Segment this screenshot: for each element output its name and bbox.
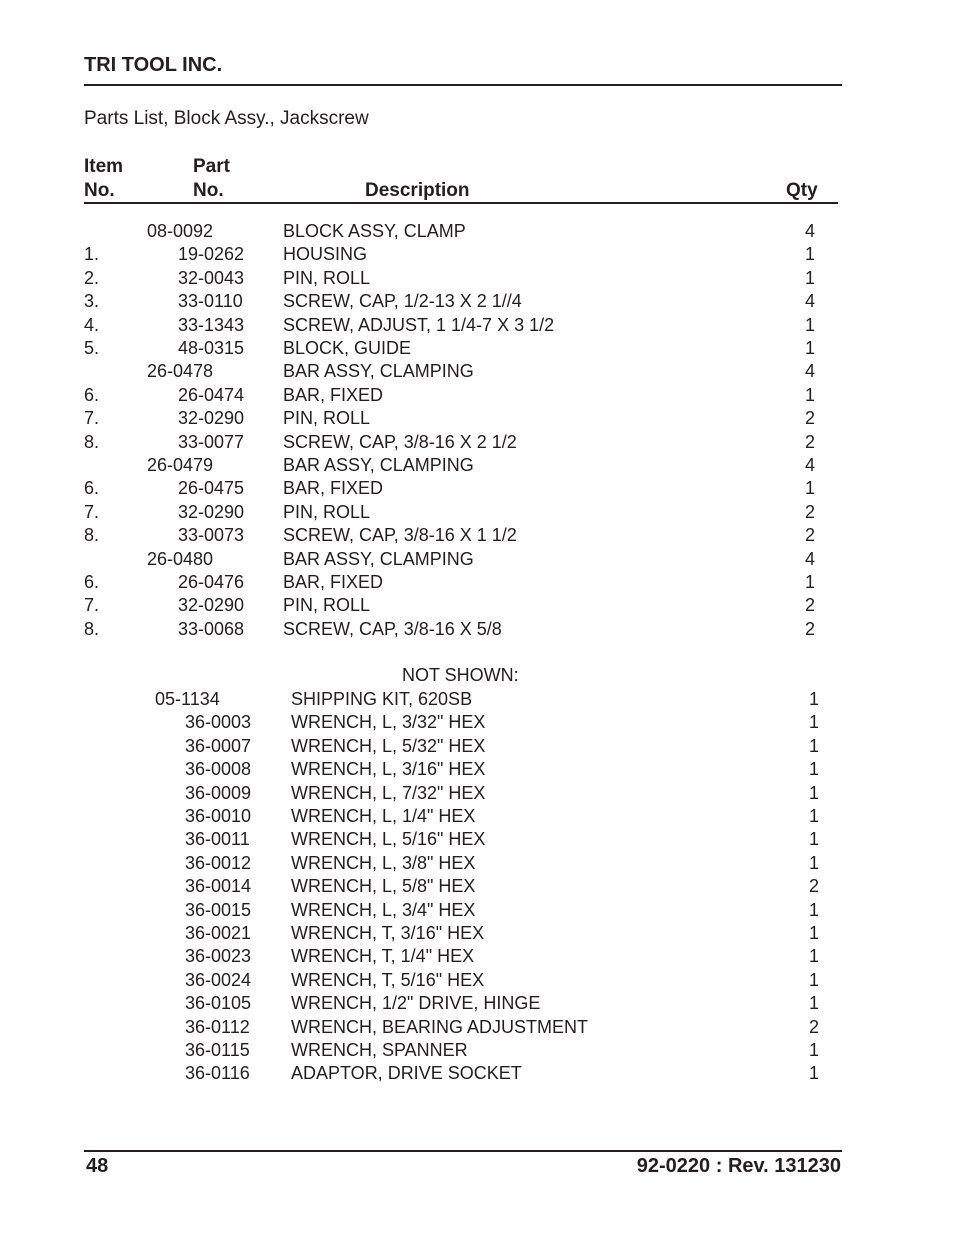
part-description: BLOCK, GUIDE bbox=[283, 338, 412, 358]
part-number: 19-0262 bbox=[178, 244, 245, 265]
part-description: PIN, ROLL bbox=[283, 408, 371, 429]
part-number: 26-0476 bbox=[178, 572, 245, 592]
part-description: WRENCH, L, 3/32" HEX bbox=[291, 712, 486, 733]
parts-row bbox=[0, 407, 954, 430]
column-header-item-line1: Item bbox=[84, 156, 124, 177]
part-qty: 1 bbox=[808, 806, 819, 826]
part-description: WRENCH, T, 5/16" HEX bbox=[291, 969, 485, 990]
part-number: 33-0110 bbox=[178, 291, 243, 312]
part-number: 36-0023 bbox=[185, 946, 252, 967]
item-number: 3. bbox=[84, 291, 100, 312]
part-number: 36-0003 bbox=[185, 712, 252, 733]
column-header-part-line2: No. bbox=[193, 180, 224, 201]
part-number: 36-0011 bbox=[185, 829, 250, 850]
part-number: 32-0290 bbox=[178, 408, 245, 429]
part-qty: 1 bbox=[804, 478, 815, 499]
part-qty: 1 bbox=[804, 338, 815, 358]
part-qty: 1 bbox=[804, 572, 815, 592]
not-shown-row bbox=[0, 992, 954, 1015]
part-number: 36-0116 bbox=[185, 1063, 250, 1084]
part-description: WRENCH, L, 1/4" HEX bbox=[291, 806, 476, 826]
company-name: TRI TOOL INC. bbox=[84, 54, 223, 76]
parts-row bbox=[0, 337, 954, 360]
not-shown-row bbox=[0, 735, 954, 758]
part-qty: 1 bbox=[804, 384, 815, 405]
part-description: WRENCH, L, 3/16" HEX bbox=[291, 759, 486, 780]
not-shown-row bbox=[0, 945, 954, 968]
part-description: WRENCH, L, 3/8" HEX bbox=[291, 852, 476, 873]
part-description: SCREW, CAP, 3/8-16 X 2 1/2 bbox=[283, 431, 517, 452]
part-number: 26-0480 bbox=[147, 548, 214, 569]
part-description: SCREW, CAP, 3/8-16 X 1 1/2 bbox=[283, 525, 517, 546]
item-number: 4. bbox=[84, 314, 100, 335]
part-description: PIN, ROLL bbox=[283, 595, 371, 616]
parts-row bbox=[0, 360, 954, 383]
part-number: 26-0475 bbox=[178, 478, 245, 499]
part-qty: 1 bbox=[804, 244, 815, 265]
item-number: 8. bbox=[84, 618, 100, 639]
item-number: 5. bbox=[84, 338, 100, 358]
part-qty: 2 bbox=[804, 408, 815, 429]
part-number: 33-1343 bbox=[178, 314, 245, 335]
parts-row bbox=[0, 501, 954, 524]
item-number: 2. bbox=[84, 267, 100, 288]
item-number: 6. bbox=[84, 478, 100, 499]
part-description: PIN, ROLL bbox=[283, 501, 371, 522]
part-description: BAR ASSY, CLAMPING bbox=[283, 455, 474, 475]
parts-row bbox=[0, 454, 954, 477]
part-number: 36-0014 bbox=[185, 876, 252, 897]
part-number: 36-0015 bbox=[185, 899, 252, 920]
part-qty: 2 bbox=[804, 618, 815, 639]
not-shown-row bbox=[0, 828, 954, 851]
part-qty: 1 bbox=[808, 829, 819, 850]
not-shown-row bbox=[0, 1062, 954, 1085]
not-shown-row bbox=[0, 922, 954, 945]
page-number: 48 bbox=[86, 1155, 109, 1177]
parts-row bbox=[0, 384, 954, 407]
item-number: 6. bbox=[84, 572, 100, 592]
part-qty: 2 bbox=[804, 595, 815, 616]
part-qty: 1 bbox=[808, 759, 819, 780]
part-description: SCREW, CAP, 1/2-13 X 2 1//4 bbox=[283, 291, 522, 312]
part-description: BAR, FIXED bbox=[283, 478, 384, 499]
parts-row bbox=[0, 314, 954, 337]
not-shown-row bbox=[0, 899, 954, 922]
parts-row bbox=[0, 571, 954, 594]
parts-row bbox=[0, 267, 954, 290]
not-shown-row bbox=[0, 758, 954, 781]
part-qty: 1 bbox=[808, 1040, 819, 1060]
part-number: 36-0007 bbox=[185, 735, 252, 756]
part-qty: 1 bbox=[808, 1063, 819, 1084]
part-qty: 1 bbox=[808, 899, 819, 920]
part-number: 36-0024 bbox=[185, 969, 252, 990]
part-number: 36-0012 bbox=[185, 852, 252, 873]
part-qty: 1 bbox=[808, 712, 819, 733]
part-number: 36-0008 bbox=[185, 759, 252, 780]
part-qty: 1 bbox=[808, 993, 819, 1014]
part-number: 36-0021 bbox=[185, 923, 252, 943]
part-number: 32-0290 bbox=[178, 501, 245, 522]
part-description: BAR ASSY, CLAMPING bbox=[283, 361, 474, 382]
part-qty: 2 bbox=[804, 501, 815, 522]
part-number: 33-0073 bbox=[178, 525, 245, 546]
part-number: 33-0068 bbox=[178, 618, 245, 639]
part-qty: 4 bbox=[804, 221, 815, 241]
parts-row bbox=[0, 548, 954, 571]
part-number: 36-0112 bbox=[185, 1016, 250, 1037]
part-description: BLOCK ASSY, CLAMP bbox=[283, 221, 466, 241]
parts-row bbox=[0, 524, 954, 547]
part-qty: 2 bbox=[808, 1016, 819, 1037]
part-qty: 4 bbox=[804, 548, 815, 569]
parts-row bbox=[0, 594, 954, 617]
parts-row bbox=[0, 243, 954, 266]
part-qty: 1 bbox=[808, 735, 819, 756]
not-shown-row bbox=[0, 805, 954, 828]
part-qty: 1 bbox=[808, 782, 819, 803]
item-number: 7. bbox=[84, 595, 100, 616]
parts-row bbox=[0, 618, 954, 641]
header-rule bbox=[84, 84, 842, 86]
item-number: 7. bbox=[84, 501, 100, 522]
part-qty: 1 bbox=[808, 946, 819, 967]
column-header-rule bbox=[84, 202, 838, 204]
part-qty: 2 bbox=[804, 431, 815, 452]
document-subtitle: Parts List, Block Assy., Jackscrew bbox=[84, 108, 369, 129]
part-number: 33-0077 bbox=[178, 431, 245, 452]
part-description: BAR, FIXED bbox=[283, 572, 384, 592]
not-shown-label: NOT SHOWN: bbox=[402, 665, 519, 685]
part-description: SHIPPING KIT, 620SB bbox=[291, 689, 473, 709]
part-number: 48-0315 bbox=[178, 338, 245, 358]
part-qty: 1 bbox=[804, 314, 815, 335]
part-description: WRENCH, L, 5/8" HEX bbox=[291, 876, 476, 897]
part-description: WRENCH, 1/2" DRIVE, HINGE bbox=[291, 993, 541, 1014]
part-number: 32-0290 bbox=[178, 595, 245, 616]
part-number: 08-0092 bbox=[147, 221, 214, 241]
parts-row bbox=[0, 431, 954, 454]
part-qty: 4 bbox=[804, 455, 815, 475]
part-description: WRENCH, T, 1/4" HEX bbox=[291, 946, 475, 967]
part-qty: 2 bbox=[804, 525, 815, 546]
part-qty: 2 bbox=[808, 876, 819, 897]
part-number: 32-0043 bbox=[178, 267, 245, 288]
part-number: 26-0474 bbox=[178, 384, 245, 405]
part-number: 36-0010 bbox=[185, 806, 252, 826]
part-description: WRENCH, BEARING ADJUSTMENT bbox=[291, 1016, 589, 1037]
not-shown-row bbox=[0, 711, 954, 734]
part-qty: 4 bbox=[804, 361, 815, 382]
parts-row bbox=[0, 290, 954, 313]
part-qty: 4 bbox=[804, 291, 815, 312]
part-description: ADAPTOR, DRIVE SOCKET bbox=[291, 1063, 522, 1084]
part-qty: 1 bbox=[804, 267, 815, 288]
column-header-item-line2: No. bbox=[84, 180, 115, 201]
part-number: 36-0115 bbox=[185, 1040, 250, 1060]
part-qty: 1 bbox=[808, 852, 819, 873]
column-header-qty: Qty bbox=[786, 180, 818, 201]
item-number: 1. bbox=[84, 244, 100, 265]
part-description: PIN, ROLL bbox=[283, 267, 371, 288]
part-description: WRENCH, SPANNER bbox=[291, 1040, 468, 1060]
item-number: 8. bbox=[84, 525, 100, 546]
part-description: WRENCH, L, 5/16" HEX bbox=[291, 829, 486, 850]
part-description: SCREW, ADJUST, 1 1/4-7 X 3 1/2 bbox=[283, 314, 555, 335]
not-shown-row bbox=[0, 1016, 954, 1039]
part-description: BAR, FIXED bbox=[283, 384, 384, 405]
part-description: HOUSING bbox=[283, 244, 368, 265]
document-revision: 92-0220 : Rev. 131230 bbox=[636, 1155, 841, 1177]
not-shown-row bbox=[0, 1039, 954, 1062]
part-number: 26-0479 bbox=[147, 455, 214, 475]
not-shown-row bbox=[0, 875, 954, 898]
part-description: WRENCH, T, 3/16" HEX bbox=[291, 923, 485, 943]
not-shown-row bbox=[0, 782, 954, 805]
parts-row bbox=[0, 477, 954, 500]
footer-rule bbox=[84, 1150, 842, 1152]
not-shown-row bbox=[0, 688, 954, 711]
part-number: 36-0009 bbox=[185, 782, 252, 803]
item-number: 8. bbox=[84, 431, 100, 452]
part-number: 36-0105 bbox=[185, 993, 252, 1014]
not-shown-row bbox=[0, 969, 954, 992]
part-description: BAR ASSY, CLAMPING bbox=[283, 548, 474, 569]
part-qty: 1 bbox=[808, 969, 819, 990]
part-qty: 1 bbox=[808, 689, 819, 709]
item-number: 6. bbox=[84, 384, 100, 405]
column-header-description: Description bbox=[365, 180, 470, 201]
part-qty: 1 bbox=[808, 923, 819, 943]
column-header-part-line1: Part bbox=[193, 156, 230, 177]
part-description: WRENCH, L, 7/32" HEX bbox=[291, 782, 486, 803]
parts-row bbox=[0, 220, 954, 243]
part-description: WRENCH, L, 3/4" HEX bbox=[291, 899, 476, 920]
part-description: WRENCH, L, 5/32" HEX bbox=[291, 735, 486, 756]
item-number: 7. bbox=[84, 408, 100, 429]
part-number: 26-0478 bbox=[147, 361, 214, 382]
part-number: 05-1134 bbox=[155, 689, 220, 709]
not-shown-row bbox=[0, 852, 954, 875]
part-description: SCREW, CAP, 3/8-16 X 5/8 bbox=[283, 618, 502, 639]
